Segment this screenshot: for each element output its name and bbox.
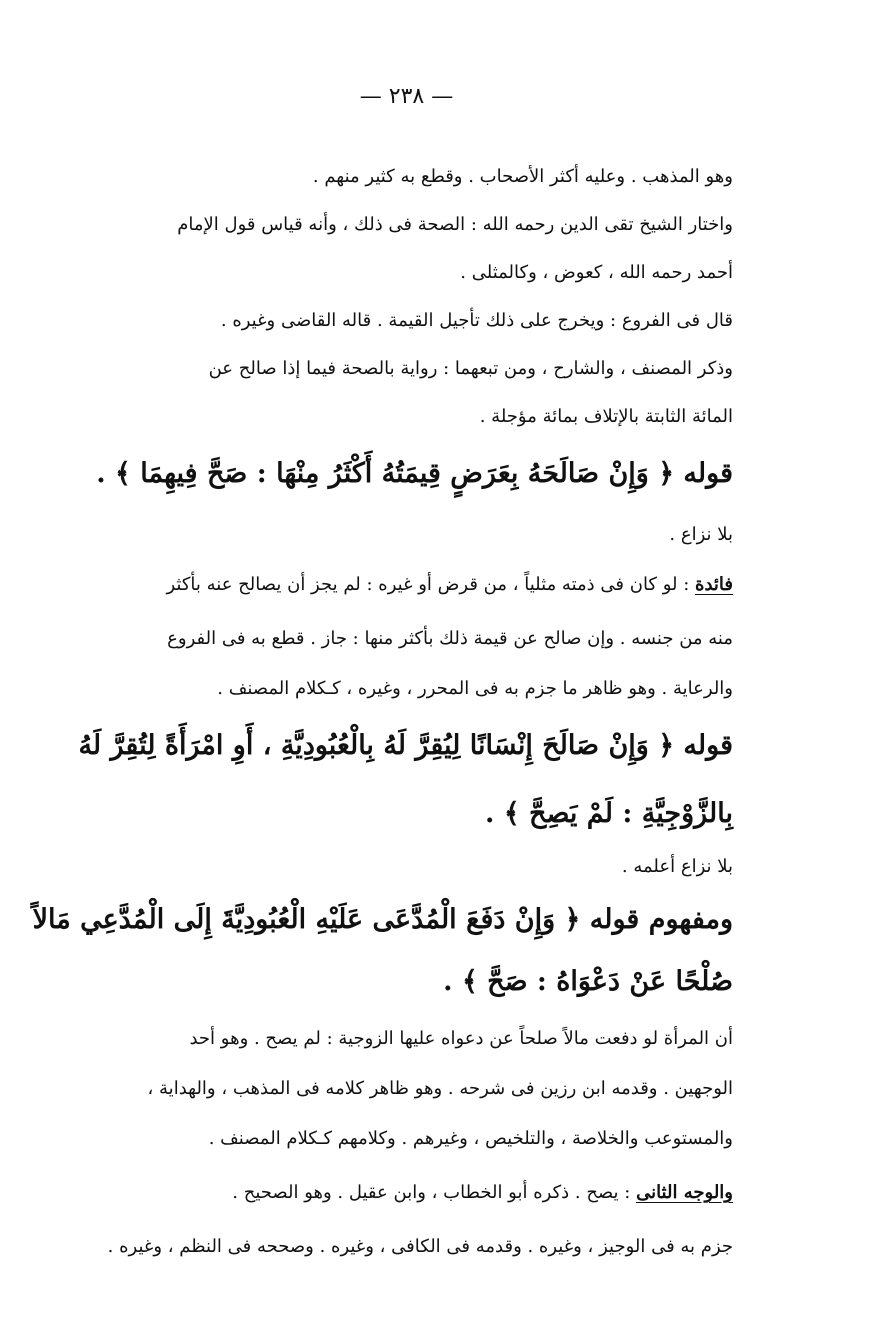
text-line: منه من جنسه . وإن صالح عن قيمة ذلك بأكثر منها : جاز . قطع به فى الفروع	[167, 628, 733, 649]
quoted-clause: قوله ﴿ وَإِنْ صَالَحَ إِنْسَانًا لِيُقِرَّ لَهُ بِالْعُبُودِيَّةِ ، أَوِ امْرَأَةً لِتُقِرَّ لَهُ	[78, 730, 733, 761]
note-line: والوجه الثانى : يصح . ذكره أبو الخطاب ، وابن عقيل . وهو الصحيح .	[232, 1182, 733, 1203]
document-page	[32, 0, 733, 1336]
text-line: قال فى الفروع : ويخرج على ذلك تأجيل القيمة . قاله القاضى وغيره .	[220, 310, 733, 331]
quoted-clause: قوله ﴿ وَإِنْ صَالَحَهُ بِعَرَضٍ قِيمَتُهُ أَكْثَرُ مِنْهَا : صَحَّ فِيهِمَا ﴾ .	[96, 458, 733, 489]
text-line: وهو المذهب . وعليه أكثر الأصحاب . وقطع به كثير منهم .	[312, 166, 733, 187]
text-line: بلا نزاع .	[669, 524, 733, 545]
text-line: أحمد رحمه الله ، كعوض ، وكالمثلى .	[460, 262, 733, 283]
note-line: فائدة : لو كان فى ذمته مثلياً ، من قرض أو غيره : لم يجز أن يصالح عنه بأكثر	[166, 574, 733, 595]
text-line: المائة الثابتة بالإتلاف بمائة مؤجلة .	[479, 406, 733, 427]
text-line: الوجهين . وقدمه ابن رزين فى شرحه . وهو ظاهر كلامه فى المذهب ، والهداية ،	[147, 1078, 733, 1099]
quoted-clause: صُلْحًا عَنْ دَعْوَاهُ : صَحَّ ﴾ .	[443, 966, 733, 997]
page-number: — ٢٣٨ —	[359, 84, 454, 109]
note-lead: فائدة	[695, 574, 733, 595]
quoted-clause: بِالزَّوْجِيَّةِ : لَمْ يَصِحَّ ﴾ .	[485, 798, 733, 829]
text-line: جزم به فى الوجيز ، وغيره . وقدمه فى الكافى ، وغيره . وصححه فى النظم ، وغيره .	[107, 1236, 733, 1257]
text-line: والرعاية . وهو ظاهر ما جزم به فى المحرر ، وغيره ، كـكلام المصنف .	[217, 678, 733, 699]
text-line: والمستوعب والخلاصة ، والتلخيص ، وغيرهم . وكلامهم كـكلام المصنف .	[208, 1128, 733, 1149]
quoted-clause: ومفهوم قوله ﴿ وَإِنْ دَفَعَ الْمُدَّعَى عَلَيْهِ الْعُبُودِيَّةَ إِلَى الْمُدَّعِي مَالاً	[32, 904, 733, 935]
text-line: واختار الشيخ تقى الدين رحمه الله : الصحة فى ذلك ، وأنه قياس قول الإمام	[177, 214, 733, 235]
second-view-lead: والوجه الثانى	[636, 1182, 733, 1203]
text-line: أن المرأة لو دفعت مالاً صلحاً عن دعواه عليها الزوجية : لم يصح . وهو أحد	[189, 1028, 733, 1049]
text-line: وذكر المصنف ، والشارح ، ومن تبعهما : رواية بالصحة فيما إذا صالح عن	[208, 358, 733, 379]
text-line: بلا نزاع أعلمه .	[621, 856, 733, 877]
